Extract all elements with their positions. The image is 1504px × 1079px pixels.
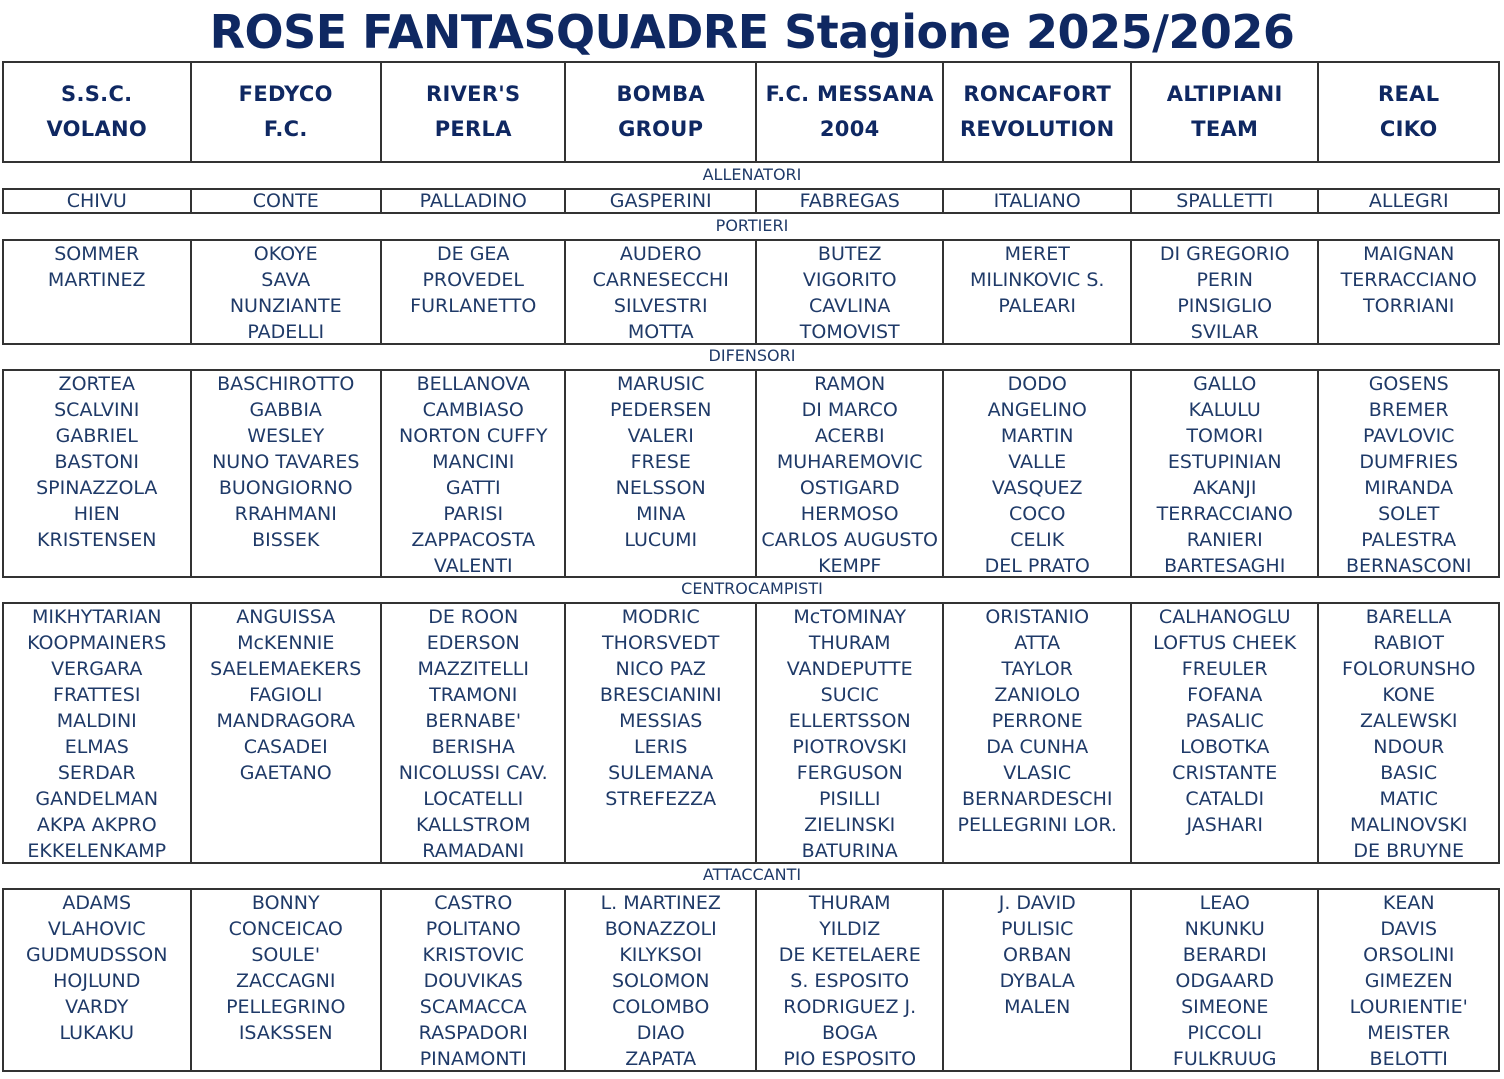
player-name: PELLEGRINO (226, 996, 346, 1018)
team-column-7 (1132, 371, 1320, 576)
player-name: MIKHYTARIAN (32, 606, 162, 628)
player-name: ADAMS (62, 892, 132, 914)
coach-name: ITALIANO (993, 190, 1081, 212)
team-column-1 (4, 190, 192, 212)
player-name: DEL PRATO (984, 555, 1090, 577)
player-name: CRISTANTE (1172, 762, 1278, 784)
player-name: ACERBI (814, 425, 885, 447)
player-name: VERGARA (51, 658, 143, 680)
team-column-3 (382, 190, 567, 212)
player-name: PADELLI (247, 321, 325, 343)
team-header-8 (1319, 63, 1498, 161)
player-name: PIOTROVSKI (792, 736, 907, 758)
player-name: ISAKSSEN (238, 1022, 333, 1044)
player-name: LEAO (1199, 892, 1250, 914)
player-name: RRAHMANI (234, 503, 337, 525)
player-name: GANDELMAN (35, 788, 159, 810)
team-column-7 (1132, 604, 1320, 862)
team-column-4 (566, 890, 756, 1070)
player-name: COCO (1008, 503, 1066, 525)
player-name: FERGUSON (796, 762, 903, 784)
player-name: GATTI (445, 477, 501, 499)
player-name: NICO PAZ (615, 658, 706, 680)
player-name: NELSSON (615, 477, 706, 499)
team-column-3 (382, 371, 567, 576)
player-name: FRATTESI (53, 684, 141, 706)
team-column-6 (944, 371, 1132, 576)
player-name: PALESTRA (1361, 529, 1457, 551)
team-column-2 (192, 241, 382, 343)
player-name: PICCOLI (1187, 1022, 1263, 1044)
player-name: BARTESAGHI (1164, 555, 1286, 577)
player-name: PINSIGLIO (1177, 295, 1273, 317)
team-column-6 (944, 890, 1132, 1070)
player-name: GIMEZEN (1364, 970, 1453, 992)
player-name: DOUVIKAS (423, 970, 523, 992)
team-column-5 (757, 371, 945, 576)
player-name: MESSIAS (619, 710, 703, 732)
player-name: THURAM (808, 892, 891, 914)
player-name: SERDAR (57, 762, 136, 784)
team-column-1 (4, 241, 192, 343)
player-name: RASPADORI (418, 1022, 528, 1044)
player-name: CARNESECCHI (592, 269, 729, 291)
player-name: TOMOVIST (799, 321, 900, 343)
player-name: LOCATELLI (423, 788, 524, 810)
player-name: BARELLA (1365, 606, 1452, 628)
player-name: KALULU (1188, 399, 1261, 421)
player-name: ORSOLINI (1363, 944, 1455, 966)
team-column-2 (192, 371, 382, 576)
player-name: MINA (636, 503, 686, 525)
player-name: L. MARTINEZ (600, 892, 721, 914)
coach-name: FABREGAS (799, 190, 900, 212)
player-name: SAELEMAEKERS (210, 658, 362, 680)
coach-name: CONTE (252, 190, 319, 212)
player-name: MOTTA (627, 321, 694, 343)
player-name: AUDERO (619, 243, 702, 265)
team-column-7 (1132, 890, 1320, 1070)
player-name: STREFEZZA (605, 788, 717, 810)
coach-name: PALLADINO (419, 190, 527, 212)
player-name: KOOPMAINERS (27, 632, 167, 654)
player-name: NUNO TAVARES (212, 451, 360, 473)
section-difensori (2, 369, 1500, 578)
player-name: NUNZIANTE (229, 295, 342, 317)
player-name: MIRANDA (1364, 477, 1454, 499)
player-name: KILYKSOI (619, 944, 703, 966)
team-header-1 (4, 63, 192, 161)
player-name: ELMAS (64, 736, 129, 758)
team-column-5 (757, 604, 945, 862)
player-name: THORSVEDT (602, 632, 720, 654)
player-name: S. ESPOSITO (790, 970, 910, 992)
player-name: MARUSIC (617, 373, 705, 395)
team-header-7 (1132, 63, 1320, 161)
player-name: SIMEONE (1181, 996, 1269, 1018)
player-name: WESLEY (247, 425, 325, 447)
player-name: SILVESTRI (613, 295, 708, 317)
team-header-5 (757, 63, 945, 161)
team-name-line1: RONCAFORT (963, 82, 1112, 106)
player-name: MALINOVSKI (1349, 814, 1468, 836)
player-name: McTOMINAY (793, 606, 907, 628)
player-name: MILINKOVIC S. (969, 269, 1105, 291)
player-name: GUDMUDSSON (26, 944, 168, 966)
player-name: TORRIANI (1363, 295, 1455, 317)
team-column-1 (4, 371, 192, 576)
team-header-6 (944, 63, 1132, 161)
player-name: LUKAKU (59, 1022, 135, 1044)
player-name: PAVLOVIC (1363, 425, 1455, 447)
player-name: LUCUMI (624, 529, 698, 551)
player-name: BASCHIROTTO (217, 373, 355, 395)
player-name: BELLANOVA (416, 373, 530, 395)
player-name: CATALDI (1185, 788, 1265, 810)
player-name: PASALIC (1185, 710, 1264, 732)
player-name: PERRONE (991, 710, 1083, 732)
player-name: BASIC (1380, 762, 1438, 784)
player-name: ZALEWSKI (1359, 710, 1458, 732)
player-name: ZAPPACOSTA (411, 529, 536, 551)
player-name: JASHARI (1186, 814, 1263, 836)
player-name: FREULER (1181, 658, 1268, 680)
player-name: VALERI (627, 425, 694, 447)
player-name: HERMOSO (800, 503, 899, 525)
team-column-2 (192, 190, 382, 212)
player-name: SOLET (1378, 503, 1440, 525)
player-name: DE KETELAERE (778, 944, 921, 966)
player-name: VALENTI (433, 555, 513, 577)
player-name: PROVEDEL (422, 269, 524, 291)
player-name: MODRIC (621, 606, 700, 628)
player-name: PALEARI (998, 295, 1077, 317)
team-name-line2: VOLANO (46, 117, 148, 141)
coach-name: CHIVU (66, 190, 127, 212)
player-name: KONE (1382, 684, 1436, 706)
player-name: OSTIGARD (799, 477, 900, 499)
player-name: PARISI (443, 503, 504, 525)
team-name-line2: REVOLUTION (959, 117, 1115, 141)
player-name: DUMFRIES (1359, 451, 1459, 473)
player-name: MARTINEZ (47, 269, 146, 291)
player-name: BUTEZ (817, 243, 882, 265)
player-name: HOJLUND (53, 970, 141, 992)
player-name: CAVLINA (808, 295, 891, 317)
player-name: BISSEK (252, 529, 320, 551)
player-name: GOSENS (1368, 373, 1449, 395)
player-name: MAIGNAN (1363, 243, 1455, 265)
player-name: RODRIGUEZ J. (783, 996, 917, 1018)
player-name: MUHAREMOVIC (776, 451, 923, 473)
team-header-2 (192, 63, 382, 161)
team-column-4 (566, 241, 756, 343)
team-name-line1: F.C. MESSANA (765, 82, 934, 106)
team-column-4 (566, 604, 756, 862)
player-name: SOLOMON (612, 970, 710, 992)
player-name: RAMADANI (422, 840, 525, 862)
team-name-line2: F.C. (263, 117, 308, 141)
player-name: MARTIN (1000, 425, 1074, 447)
player-name: EKKELENKAMP (27, 840, 167, 862)
team-name-line2: 2004 (819, 117, 880, 141)
player-name: ANGELINO (987, 399, 1087, 421)
player-name: ORBAN (1003, 944, 1072, 966)
player-name: ZORTEA (58, 373, 135, 395)
player-name: CASTRO (434, 892, 513, 914)
section-label-difensori: DIFENSORI (708, 346, 796, 365)
player-name: ZAPATA (625, 1048, 697, 1070)
player-name: TOMORI (1186, 425, 1264, 447)
player-name: RAMON (814, 373, 886, 395)
player-name: VIGORITO (802, 269, 897, 291)
player-name: KEAN (1382, 892, 1435, 914)
player-name: BERNARDESCHI (961, 788, 1113, 810)
player-name: NDOUR (1373, 736, 1445, 758)
player-name: TERRACCIANO (1340, 269, 1477, 291)
player-name: FURLANETTO (410, 295, 537, 317)
player-name: SUCIC (820, 684, 879, 706)
player-name: DODO (1007, 373, 1067, 395)
player-name: BRESCIANINI (599, 684, 722, 706)
player-name: MALEN (1004, 996, 1071, 1018)
player-name: ATTA (1014, 632, 1061, 654)
section-portieri (2, 239, 1500, 345)
player-name: ODGAARD (1175, 970, 1275, 992)
player-name: LOURIENTIE' (1349, 996, 1468, 1018)
player-name: LOFTUS CHEEK (1153, 632, 1297, 654)
player-name: MERET (1004, 243, 1070, 265)
player-name: CASADEI (243, 736, 328, 758)
team-column-2 (192, 890, 382, 1070)
player-name: BERNASCONI (1345, 555, 1472, 577)
section-label-portieri: PORTIERI (715, 216, 789, 235)
player-name: ZANIOLO (994, 684, 1081, 706)
player-name: DE GEA (437, 243, 510, 265)
player-name: SVILAR (1190, 321, 1259, 343)
coach-name: ALLEGRI (1368, 190, 1449, 212)
player-name: PISILLI (818, 788, 881, 810)
player-name: CAMBIASO (422, 399, 524, 421)
team-name-line1: BOMBA (616, 82, 705, 106)
team-column-6 (944, 190, 1132, 212)
player-name: GABRIEL (55, 425, 138, 447)
team-name-line2: CIKO (1379, 117, 1438, 141)
player-name: ORISTANIO (985, 606, 1090, 628)
team-column-6 (944, 604, 1132, 862)
team-header-3 (382, 63, 567, 161)
player-name: ELLERTSSON (788, 710, 911, 732)
player-name: CALHANOGLU (1158, 606, 1291, 628)
player-name: HIEN (73, 503, 120, 525)
player-name: DE ROON (428, 606, 519, 628)
player-name: VARDY (65, 996, 129, 1018)
player-name: ZACCAGNI (236, 970, 336, 992)
player-name: MAZZITELLI (417, 658, 529, 680)
player-name: TRAMONI (429, 684, 518, 706)
player-name: VASQUEZ (991, 477, 1083, 499)
team-name-line1: ALTIPIANI (1166, 82, 1283, 106)
player-name: TAYLOR (1001, 658, 1073, 680)
player-name: BONNY (251, 892, 320, 914)
section-centrocampisti (2, 602, 1500, 864)
team-name-line1: RIVER'S (426, 82, 521, 106)
player-name: McKENNIE (237, 632, 335, 654)
team-column-7 (1132, 241, 1320, 343)
player-name: KALLSTROM (415, 814, 531, 836)
team-column-2 (192, 604, 382, 862)
player-name: MANCINI (432, 451, 515, 473)
player-name: FOLORUNSHO (1342, 658, 1476, 680)
team-column-4 (566, 371, 756, 576)
player-name: DYBALA (999, 970, 1075, 992)
team-column-8 (1319, 241, 1498, 343)
player-name: CARLOS AUGUSTO (761, 529, 939, 551)
section-allenatori (2, 188, 1500, 214)
team-header-row (2, 61, 1500, 163)
player-name: ZIELINSKI (804, 814, 896, 836)
player-name: SAVA (261, 269, 311, 291)
player-name: SULEMANA (608, 762, 714, 784)
player-name: NORTON CUFFY (399, 425, 548, 447)
player-name: MANDRAGORA (216, 710, 355, 732)
page-title: ROSE FANTASQUADRE Stagione 2025/2026 (209, 5, 1295, 59)
player-name: J. DAVID (998, 892, 1076, 914)
player-name: VALLE (1008, 451, 1067, 473)
player-name: AKPA AKPRO (36, 814, 157, 836)
player-name: OKOYE (253, 243, 318, 265)
player-name: YILDIZ (819, 918, 881, 940)
player-name: FOFANA (1187, 684, 1263, 706)
team-column-1 (4, 604, 192, 862)
player-name: EDERSON (426, 632, 520, 654)
team-column-5 (757, 190, 945, 212)
player-name: VLASIC (1003, 762, 1072, 784)
player-name: BOGA (822, 1022, 878, 1044)
player-name: ANGUISSA (236, 606, 336, 628)
player-name: PULISIC (1000, 918, 1074, 940)
player-name: PINAMONTI (419, 1048, 527, 1070)
coach-name: GASPERINI (609, 190, 712, 212)
player-name: BERARDI (1182, 944, 1267, 966)
team-column-6 (944, 241, 1132, 343)
player-name: FRESE (630, 451, 691, 473)
section-attaccanti (2, 888, 1500, 1072)
player-name: COLOMBO (612, 996, 710, 1018)
player-name: PERIN (1196, 269, 1253, 291)
player-name: BASTONI (54, 451, 139, 473)
player-name: LOBOTKA (1180, 736, 1270, 758)
player-name: BERNABE' (425, 710, 522, 732)
team-column-4 (566, 190, 756, 212)
player-name: SOULE' (251, 944, 321, 966)
player-name: PEDERSEN (609, 399, 712, 421)
player-name: VANDEPUTTE (786, 658, 913, 680)
team-column-8 (1319, 190, 1498, 212)
player-name: BREMER (1368, 399, 1449, 421)
player-name: SCAMACCA (419, 996, 527, 1018)
player-name: ESTUPINIAN (1167, 451, 1282, 473)
player-name: MATIC (1379, 788, 1438, 810)
team-name-line1: FEDYCO (238, 82, 333, 106)
player-name: THURAM (808, 632, 891, 654)
player-name: CELIK (1010, 529, 1065, 551)
section-label-centrocampisti: CENTROCAMPISTI (681, 579, 823, 598)
player-name: BERISHA (431, 736, 515, 758)
player-name: NICOLUSSI CAV. (398, 762, 548, 784)
team-name-line1: REAL (1378, 82, 1440, 106)
player-name: KRISTENSEN (37, 529, 157, 551)
player-name: DI MARCO (801, 399, 898, 421)
player-name: GAETANO (239, 762, 332, 784)
team-column-8 (1319, 371, 1498, 576)
player-name: DA CUNHA (986, 736, 1089, 758)
player-name: MEISTER (1367, 1022, 1451, 1044)
team-header-4 (566, 63, 756, 161)
player-name: TERRACCIANO (1156, 503, 1293, 525)
player-name: GALLO (1193, 373, 1257, 395)
team-name-line2: GROUP (618, 117, 704, 141)
player-name: DI GREGORIO (1159, 243, 1290, 265)
player-name: RANIERI (1186, 529, 1263, 551)
player-name: SCALVINI (54, 399, 140, 421)
team-column-5 (757, 241, 945, 343)
team-column-3 (382, 890, 567, 1070)
player-name: POLITANO (425, 918, 521, 940)
team-column-3 (382, 604, 567, 862)
section-label-allenatori: ALLENATORI (702, 165, 802, 184)
player-name: KRISTOVIC (422, 944, 524, 966)
player-name: DE BRUYNE (1353, 840, 1465, 862)
player-name: BATURINA (801, 840, 898, 862)
player-name: DAVIS (1380, 918, 1438, 940)
team-name-line2: TEAM (1191, 117, 1259, 141)
player-name: KEMPF (818, 555, 882, 577)
coach-name: SPALLETTI (1176, 190, 1274, 212)
player-name: AKANJI (1192, 477, 1257, 499)
player-name: BONAZZOLI (604, 918, 717, 940)
player-name: FAGIOLI (249, 684, 323, 706)
player-name: CONCEICAO (228, 918, 343, 940)
player-name: LERIS (633, 736, 688, 758)
team-column-8 (1319, 604, 1498, 862)
player-name: BUONGIORNO (218, 477, 353, 499)
team-column-1 (4, 890, 192, 1070)
section-label-attaccanti: ATTACCANTI (702, 865, 802, 884)
team-column-8 (1319, 890, 1498, 1070)
team-name-line1: S.S.C. (61, 82, 133, 106)
player-name: BELOTTI (1369, 1048, 1448, 1070)
player-name: RABIOT (1373, 632, 1445, 654)
player-name: MALDINI (56, 710, 137, 732)
player-name: GABBIA (249, 399, 322, 421)
player-name: FULKRUUG (1172, 1048, 1277, 1070)
player-name: VLAHOVIC (47, 918, 146, 940)
player-name: SOMMER (54, 243, 140, 265)
player-name: PIO ESPOSITO (783, 1048, 917, 1070)
player-name: NKUNKU (1184, 918, 1265, 940)
team-column-7 (1132, 190, 1320, 212)
player-name: PELLEGRINI LOR. (957, 814, 1117, 836)
team-column-5 (757, 890, 945, 1070)
team-name-line2: PERLA (434, 117, 512, 141)
team-column-3 (382, 241, 567, 343)
player-name: DIAO (636, 1022, 685, 1044)
player-name: SPINAZZOLA (36, 477, 158, 499)
